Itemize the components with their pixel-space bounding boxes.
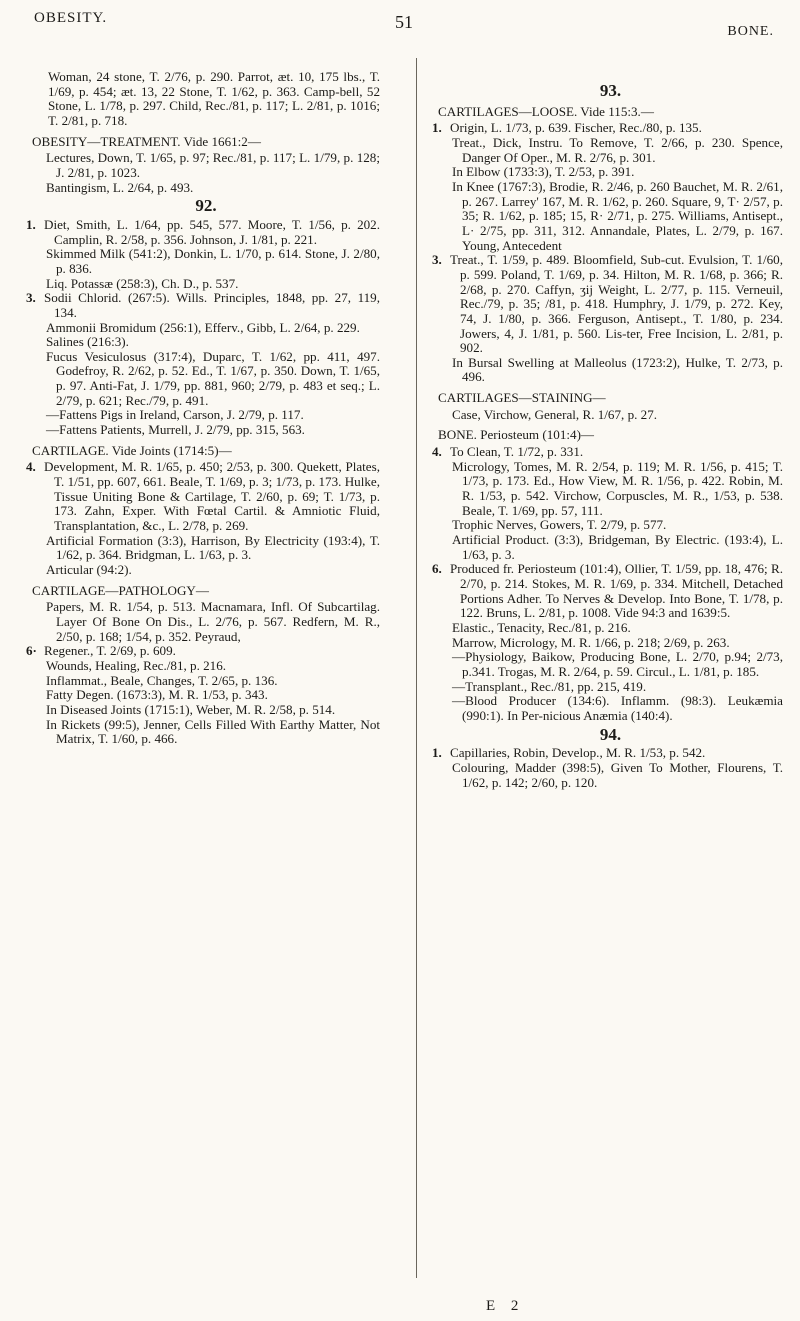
index-entry <box>32 688 380 703</box>
entry-text: Skimmed Milk (541:2), Donkin, L. 1/70, p. 614. Stone, J. 2/80, p. 836. <box>46 246 380 276</box>
index-heading: CARTILAGES—STAINING— <box>438 390 606 406</box>
entry-text: In Knee (1767:3), Brodie, R. 2/46, p. 260 Bauchet, M. R. 2/61, p. 267. Larrey' 167, M. R. 1/62, p. 260. Square, 9, T· 2/57, p. 35; R. 1/62, p. 185; 15, R· 2/71, p. 275. Williams, Antisept., L· 2/75, pp. 311, 312. Annandale, Plates, L. 2/79, p. 167. Young, Antecedent <box>452 178 783 253</box>
entry-text: Fatty Degen. (1673:3), M. R. 1/53, p. 343. <box>46 687 268 703</box>
entry-text: In Bursal Swelling at Malleolus (1723:2), Hulke, T. 2/73, p. 496. <box>452 354 783 385</box>
index-entry <box>32 321 380 336</box>
index-entry <box>32 70 380 129</box>
section-number: 94. <box>599 724 622 744</box>
entry-text: Regener., T. 2/69, p. 609. <box>44 643 176 659</box>
index-heading: CARTILAGES—LOOSE. Vide 115:3.— <box>438 103 654 119</box>
index-entry <box>432 745 783 761</box>
index-entry <box>438 408 783 423</box>
index-entry <box>32 659 380 674</box>
index-entry <box>438 680 783 695</box>
entry-text: Lectures, Down, T. 1/65, p. 97; Rec./81, p. 117; L. 1/79, p. 128; J. 2/81, p. 1023. <box>46 150 380 180</box>
entry-text: —Physiology, Baikow, Producing Bone, L. 2/70, p.94; 2/73, p.341. Trogas, M. R. 2/64, p. 59. Circul., L. 1/81, p. 185. <box>452 649 783 679</box>
entry-text: —Fattens Patients, Murrell, J. 2/79, pp. 315, 563. <box>46 422 305 438</box>
index-entry <box>438 356 783 385</box>
entry-text: —Blood Producer (134:6). Inflamm. (98:3). Leukæmia (990:1). In Per-nicious Anæmia (140:4). <box>452 693 783 723</box>
entry-text: Marrow, Micrology, M. R. 1/66, p. 218; 2/69, p. 263. <box>452 634 730 650</box>
entry-text: Capillaries, Robin, Develop., M. R. 1/53, p. 542. <box>450 745 706 761</box>
entry-text: Inflammat., Beale, Changes, T. 2/65, p. 136. <box>46 672 278 688</box>
index-entry <box>32 534 380 563</box>
entry-text: Salines (216:3). <box>46 334 129 350</box>
entry-text: Sodii Chlorid. (267:5). Wills. Principles, 1848, pp. 27, 119, 134. <box>44 290 380 320</box>
entry-text: Elastic., Tenacity, Rec./81, p. 216. <box>452 619 631 635</box>
entry-text: Treat., Dick, Instru. To Remove, T. 2/66, p. 230. Spence, Danger Of Oper., M. R. 2/76, p. 301. <box>452 134 783 165</box>
index-entry <box>32 718 380 747</box>
index-entry <box>432 120 783 136</box>
entry-text: Woman, 24 stone, T. 2/76, p. 290. Parrot, æt. 10, 175 lbs., T. 1/69, p. 454; æt. 13, 22 Stone, T. 1/62, p. 363. Camp-bell, 52 Stone, L. 1/78, p. 297. Child, Rec./81, p. 117; L. 2/81, p. 1016; T. 2/81, p. 718. <box>48 69 380 128</box>
index-entry <box>32 335 380 350</box>
index-heading: OBESITY—TREATMENT. Vide 1661:2— <box>32 133 261 149</box>
section-number: 92. <box>195 196 217 216</box>
entry-text: Micrology, Tomes, M. R. 2/54, p. 119; M. R. 1/56, p. 415; T. 1/73, p. 173. Ed., How View, M. R. 1/56, p. 422. Robin, M. R. 1/53, p. 542. Virchow, Corpuscles, M. R., 1/53, p. 538. Beale, T. 1/69, pp. 57, 111. <box>452 458 783 518</box>
entry-text: Colouring, Madder (398:5), Given To Mother, Flourens, T. 1/62, p. 142; 2/60, p. 120. <box>452 759 783 790</box>
index-entry <box>438 460 783 519</box>
entry-text: To Clean, T. 1/72, p. 331. <box>450 444 584 460</box>
index-entry <box>32 703 380 718</box>
entry-text: Liq. Potassæ (258:3), Ch. D., p. 537. <box>46 275 239 291</box>
index-entry <box>32 277 380 292</box>
entry-text: —Fattens Pigs in Ireland, Carson, J. 2/79, p. 117. <box>46 407 304 423</box>
entry-text: In Diseased Joints (1715:1), Weber, M. R. 2/58, p. 514. <box>46 701 336 717</box>
running-head-right: BONE. <box>727 24 774 39</box>
index-entry <box>32 674 380 689</box>
entry-text: Trophic Nerves, Gowers, T. 2/79, p. 577. <box>452 517 667 533</box>
running-head-left: OBESITY. <box>34 10 108 26</box>
entry-text: Papers, M. R. 1/54, p. 513. Macnamara, Infl. Of Subcartilag. Layer Of Bone On Dis., L. 2/76, p. 567. Redfern, M. R., 2/50, p. 168; 1/54, p. 352. Peyraud, <box>46 599 380 644</box>
entry-text: Treat., T. 1/59, p. 489. Bloomfield, Sub-cut. Evulsion, T. 1/60, p. 599. Poland, T. 1/69, p. 34. Hilton, M. R. 1/68, p. 366; R. 2/68, p. 270. Caffyn, ʒij Weight, L. 2/77, p. 115. Verneuil, Rec./79, p. 35; /81, p. 418. Humphry, J. 1/79, p. 272. Key, 74, J. 1/80, p. 366. Ferguson, Antisept., T. 1/80, p. 234. Jowers, 4, J. 1/81, p. 560. Lis-ter, Free Incision, L. 2/81, p. 902. <box>450 252 783 356</box>
margin-number: 3. <box>432 252 442 268</box>
margin-number: 1. <box>432 120 442 136</box>
index-entry <box>438 165 783 180</box>
index-entry <box>438 621 783 636</box>
index-heading: CARTILAGE. Vide Joints (1714:5)— <box>32 442 232 458</box>
entry-text: In Rickets (99:5), Jenner, Cells Filled With Earthy Matter, Not Matrix, T. 1/60, p. 466. <box>46 716 380 747</box>
index-entry <box>32 350 380 409</box>
index-entry <box>432 444 783 460</box>
index-heading: CARTILAGE—PATHOLOGY— <box>32 582 209 598</box>
margin-number: 6. <box>432 561 442 577</box>
column-divider <box>416 58 417 1278</box>
left-column <box>26 69 380 747</box>
signature-mark: E 2 <box>486 1298 525 1314</box>
index-entry <box>438 650 783 679</box>
index-entry <box>438 761 783 790</box>
entry-text: Case, Virchow, General, R. 1/67, p. 27. <box>452 406 658 422</box>
index-entry <box>32 151 380 180</box>
index-entry <box>32 423 380 438</box>
index-entry <box>438 136 783 165</box>
index-entry <box>432 252 783 356</box>
entry-text: In Elbow (1733:3), T. 2/53, p. 391. <box>452 164 635 180</box>
index-entry <box>438 694 783 723</box>
section-number: 93. <box>599 81 622 100</box>
entry-text: Artificial Formation (3:3), Harrison, By Electricity (193:4), T. 1/62, p. 364. Bridgman, L. 1/63, p. 3. <box>46 532 380 563</box>
index-entry <box>32 408 380 423</box>
entry-text: Origin, L. 1/73, p. 639. Fischer, Rec./80, p. 135. <box>450 120 702 136</box>
index-entry <box>32 247 380 276</box>
margin-number: 3. <box>26 290 36 306</box>
page-header <box>0 0 800 50</box>
index-entry <box>26 216 380 247</box>
index-entry <box>438 533 783 562</box>
margin-number: 4. <box>432 444 442 460</box>
index-entry <box>26 290 380 320</box>
index-entry <box>438 518 783 533</box>
index-heading: BONE. Periosteum (101:4)— <box>438 427 595 443</box>
index-entry <box>32 563 380 578</box>
index-entry <box>26 643 380 659</box>
index-entry <box>32 181 380 196</box>
entry-text: Bantingism, L. 2/64, p. 493. <box>46 179 194 195</box>
index-entry <box>438 180 783 253</box>
entry-text: Development, M. R. 1/65, p. 450; 2/53, p. 300. Quekett, Plates, T. 1/51, pp. 607, 661. Beale, T. 1/69, p. 3; 1/73, p. 173. Hulke, Tissue Uniting Bone & Cartilage, T. 2/60, p. 69; T. 1/73, p. 173. Zahn, Exper. With Fœtal Cartil. & Amniotic Fluid, Transplantation, &c., L. 2/78, p. 269. <box>44 459 380 534</box>
entry-text: Wounds, Healing, Rec./81, p. 216. <box>46 657 227 673</box>
index-entry <box>26 459 380 534</box>
entry-text: —Transplant., Rec./81, pp. 215, 419. <box>452 678 647 694</box>
entry-text: Ammonii Bromidum (256:1), Efferv., Gibb, L. 2/64, p. 229. <box>46 319 360 335</box>
margin-number: 1. <box>26 216 36 232</box>
right-column <box>432 80 783 790</box>
entry-text: Fucus Vesiculosus (317:4), Duparc, T. 1/62, pp. 411, 497. Godefroy, R. 2/62, p. 52. Ed., T. 1/67, p. 350. Down, T. 1/65, p. 97. Anti-Fat, J. 1/79, pp. 881, 960; 2/79, p. 483 et seq.; L. 2/79, p. 621; Rec./79, p. 491. <box>46 348 380 408</box>
index-entry <box>438 636 783 651</box>
margin-number: 6· <box>26 643 37 659</box>
index-entry <box>32 600 380 644</box>
entry-text: Produced fr. Periosteum (101:4), Ollier, T. 1/59, pp. 18, 476; R. 2/70, p. 214. Stokes, M. R. 1/69, p. 334. Mitchell, Detached Portions Adher. To Nerves & Develop. Into Bone, T. 1/78, p. 122. Bruns, L. 2/81, p. 1008. Vide 94:3 and 1639:5. <box>450 561 783 621</box>
index-entry <box>432 561 783 621</box>
entry-text: Artificial Product. (3:3), Bridgeman, By Electric. (193:4), L. 1/63, p. 3. <box>452 532 783 562</box>
page-number: 51 <box>395 12 413 32</box>
margin-number: 1. <box>432 745 442 761</box>
entry-text: Articular (94:2). <box>46 562 132 577</box>
entry-text: Diet, Smith, L. 1/64, pp. 545, 577. Moore, T. 1/56, p. 202. Camplin, R. 2/58, p. 356. Johnson, J. 1/81, p. 221. <box>44 216 380 247</box>
margin-number: 4. <box>26 459 36 475</box>
